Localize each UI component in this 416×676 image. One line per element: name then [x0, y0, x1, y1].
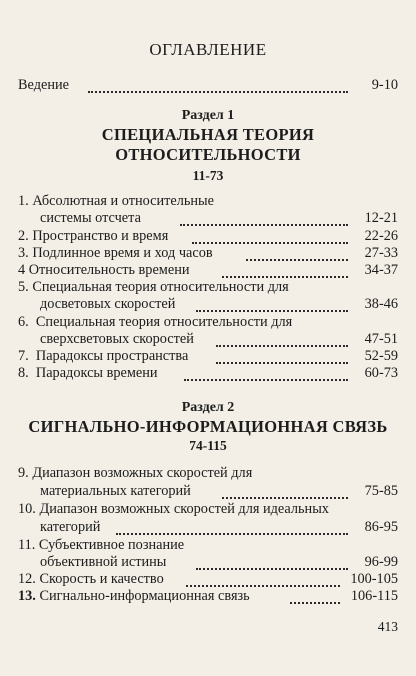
toc-entry-pages: 52-59: [364, 348, 398, 364]
toc-entry-9-cont: [18, 482, 398, 501]
toc-entry-pages: 27-33: [364, 245, 398, 261]
toc-entry-title-cont: материальных категорий: [40, 483, 191, 499]
toc-entry-title: Специальная теория относительности для: [32, 279, 289, 295]
toc-entry-number: 10.: [18, 501, 36, 517]
section-1-title-line2: ОТНОСИТЕЛЬНОСТИ: [115, 145, 301, 164]
toc-entry-title-cont: системы отсчета: [40, 210, 141, 226]
toc-entry-number: 9.: [18, 465, 29, 481]
toc-entry-pages: 86-95: [364, 519, 398, 535]
toc-entry-title: Парадоксы времени: [35, 365, 158, 381]
page-number-row: [18, 617, 398, 636]
section-1-label: Раздел 1: [181, 108, 235, 123]
toc-entry-8: [18, 364, 398, 383]
toc-entry-number: 1.: [18, 193, 29, 209]
section-2-range: 74-115: [189, 438, 227, 453]
toc-entry-title: Абсолютная и относительные: [32, 193, 214, 209]
toc-entry-title: Диапазон возможных скоростей для идеальных: [39, 501, 329, 517]
toc-entry-title-cont: сверхсветовых скоростей: [40, 331, 194, 347]
toc-entry-number: 8.: [18, 365, 29, 381]
toc-entry-pages: 106-115: [350, 588, 398, 604]
toc-entry-title: Сигнально-информационная связь: [39, 588, 250, 604]
page-number: 413: [377, 619, 398, 634]
leader-dots: [290, 600, 340, 604]
toc-entry-title: Подлинное время и ход часов: [32, 245, 213, 261]
toc-entry-13: [18, 587, 398, 606]
leader-dots: [116, 531, 348, 535]
toc-entry-number: 4: [18, 262, 26, 278]
leader-dots: [196, 308, 348, 312]
toc-entry-title: Относительность времени: [28, 262, 190, 278]
section-2-label: Раздел 2: [181, 400, 235, 415]
toc-entry-number: 13.: [18, 588, 36, 604]
toc-entry-pages: 60-73: [364, 365, 398, 381]
toc-entry-title: Специальная теория относительности для: [35, 314, 293, 330]
leader-dots: [180, 222, 348, 226]
toc-entry-pages: 22-26: [364, 228, 398, 244]
toc-entry-number: 7.: [18, 348, 29, 364]
toc-entry-number: 6.: [18, 314, 29, 330]
toc-entry-title: Скорость и качество: [39, 571, 164, 587]
toc-entry-title: Пространство и время: [32, 228, 169, 244]
toc-entry-number: 2.: [18, 228, 29, 244]
toc-entry-label: Ведение: [18, 77, 69, 93]
toc-entry-number: 12.: [18, 571, 36, 587]
section-1-range: 11-73: [192, 168, 224, 183]
toc-entry-title-cont: объективной истины: [40, 554, 167, 570]
toc-entry-pages: 96-99: [364, 554, 398, 570]
leader-dots: [88, 89, 348, 93]
section-2-title: СИГНАЛЬНО-ИНФОРМАЦИОННАЯ СВЯЗЬ: [28, 417, 388, 436]
toc-entry-intro: [18, 76, 398, 95]
section-1-title-line1: СПЕЦИАЛЬНАЯ ТЕОРИЯ: [101, 125, 315, 144]
toc-entry-pages: 47-51: [364, 331, 398, 347]
toc-entry-title-cont: досветовых скоростей: [40, 296, 176, 312]
toc-entry-title: Субъективное познание: [38, 537, 185, 553]
toc-entry-pages: 9-10: [371, 77, 398, 93]
toc-entry-title: Диапазон возможных скоростей для: [32, 465, 253, 481]
toc-entry-pages: 100-105: [350, 571, 398, 587]
toc-entry-number: 3.: [18, 245, 29, 261]
toc-entry-pages: 75-85: [364, 483, 398, 499]
leader-dots: [222, 495, 348, 499]
toc-entry-number: 11.: [18, 537, 36, 553]
toc-entry-10-cont: [18, 518, 398, 537]
toc-entry-5-cont: [18, 295, 398, 314]
toc-entry-pages: 38-46: [364, 296, 398, 312]
leader-dots: [184, 377, 348, 381]
toc-heading: ОГЛАВЛЕНИЕ: [149, 40, 267, 59]
toc-entry-pages: 12-21: [364, 210, 398, 226]
toc-entry-number: 5.: [18, 279, 29, 295]
toc-entry-9: [18, 464, 398, 483]
toc-entry-title: Парадоксы пространства: [35, 348, 189, 364]
toc-entry-pages: 34-37: [364, 262, 398, 278]
toc-entry-title-cont: категорий: [40, 519, 101, 535]
toc-entry-1-cont: [18, 209, 398, 228]
toc-entry-10: [18, 500, 398, 519]
